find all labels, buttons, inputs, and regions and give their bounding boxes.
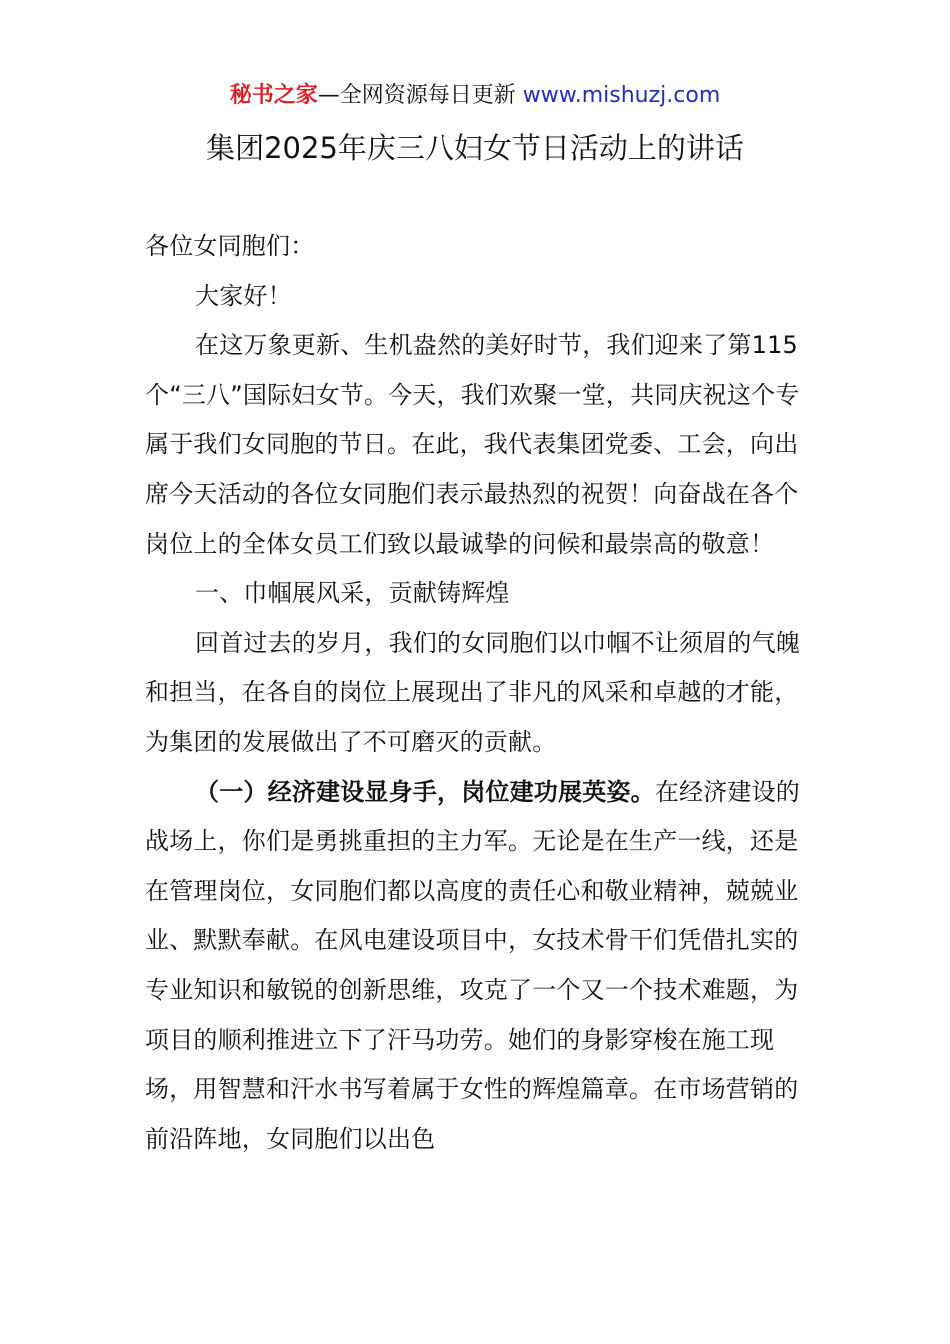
paragraph-review: 回首过去的岁月，我们的女同胞们以巾帼不让须眉的气魄和担当，在各自的岗位上展现出了非凡的风采和卓越的才能，为集团的发展做出了不可磨灭的贡献。 [145, 628, 800, 756]
site-brand: 秘书之家 [229, 83, 318, 108]
salutation: 各位女同胞们： [145, 232, 315, 260]
site-header [0, 80, 950, 112]
subsection-heading-1: （一）经济建设显身手，岗位建功展英姿。 [195, 777, 655, 806]
subsection-text-1: 在经济建设的战场上，你们是勇挑重担的主力军。无论是在生产一线，还是在管理岗位，女同胞们都以高度的责任心和敬业精神，兢兢业业、默默奉献。在风电建设项目中，女技术骨干们凭借扎实的专业知识和敏锐的创新思维，攻克了一个又一个技术难题，为项目的顺利推进立下了汗马功劳。她们的身影穿梭在施工现场，用智慧和汗水书写着属于女性的辉煌篇章。在市场营销的前沿阵地，女同胞们以出色 [145, 777, 801, 1153]
document-body [145, 222, 805, 1164]
section-heading-1: 一、巾帼展风采，贡献铸辉煌 [195, 579, 510, 608]
paragraph-intro: 在这万象更新、生机盎然的美好时节，我们迎来了第115个“三八”国际妇女节。今天，我们欢聚一堂，共同庆祝这个专属于我们女同胞的节日。在此，我代表集团党委、工会，向出席今天活动的各位女同胞们表示最热烈的祝贺！向奋战在各个岗位上的全体女员工们致以最诚挚的问候和最崇高的敬意！ [145, 331, 800, 558]
greeting: 大家好！ [195, 281, 292, 310]
site-tagline: —全网资源每日更新 [317, 83, 516, 108]
document-title: 集团2025年庆三八妇女节日活动上的讲话 [206, 131, 744, 165]
site-url-link[interactable]: www.mishuzj.com [522, 83, 721, 108]
paragraph-subsection-1 [145, 768, 805, 1165]
